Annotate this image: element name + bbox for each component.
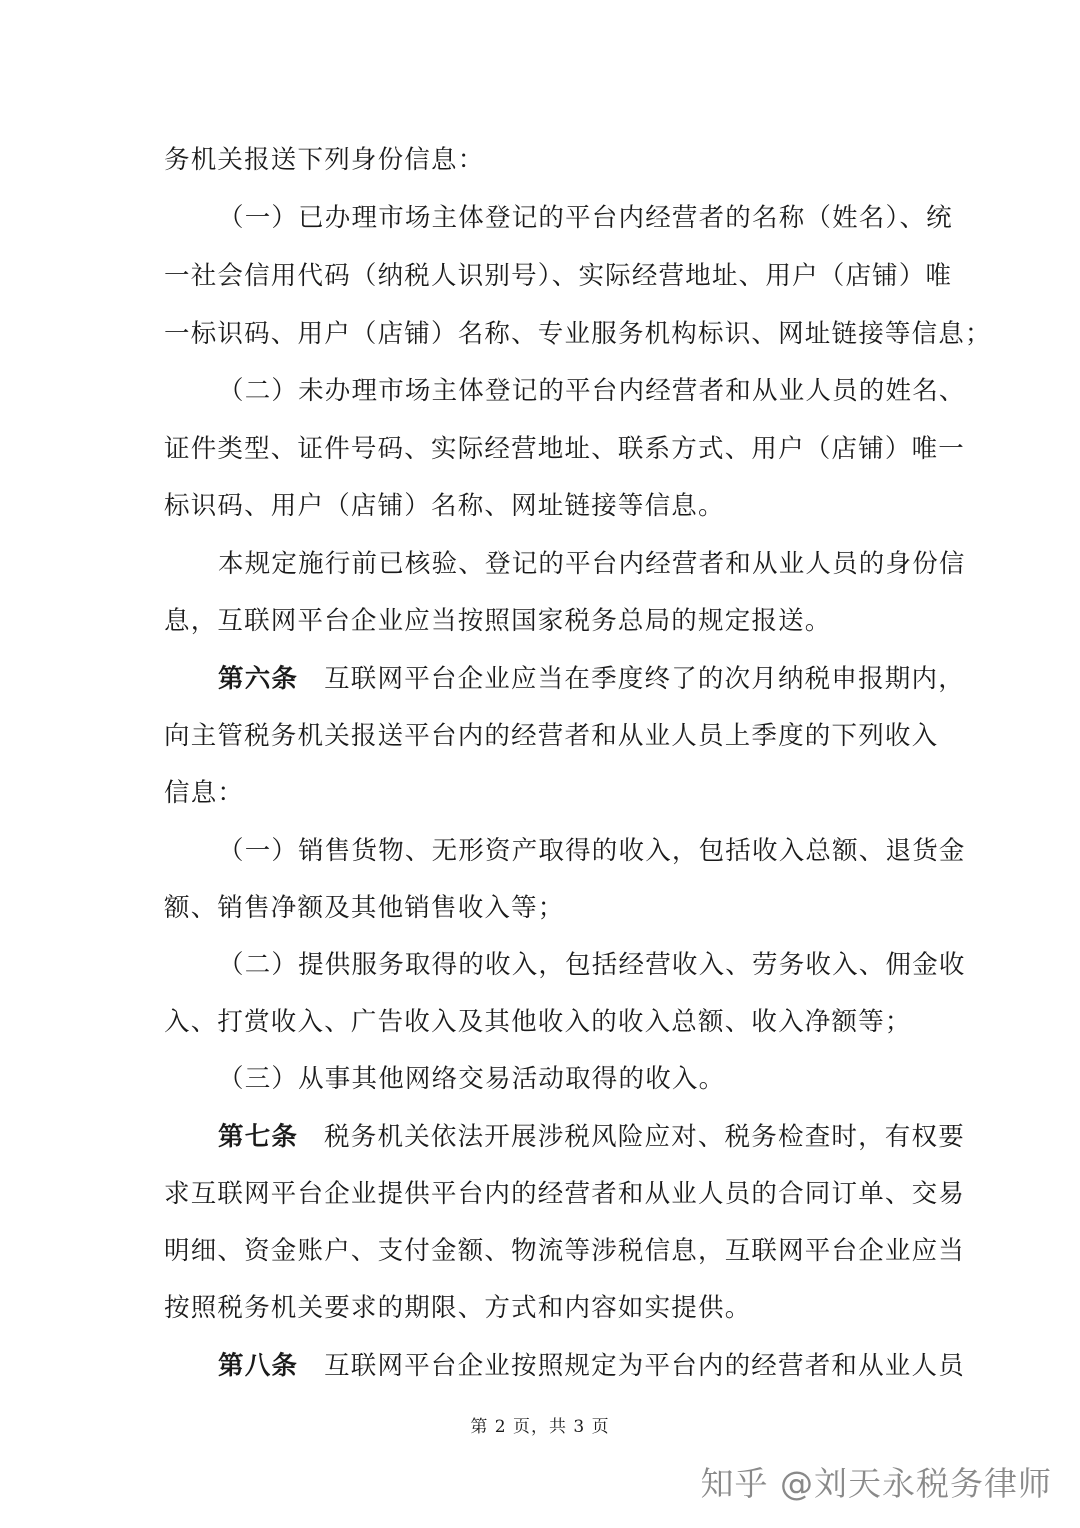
- text-line: 证件类型、证件号码、实际经营地址、联系方式、用户（店铺）唯一: [164, 434, 966, 464]
- text-line: （三）从事其他网络交易活动取得的收入。: [218, 1064, 726, 1094]
- text-line: 互联网平台企业应当在季度终了的次月纳税申报期内，: [324, 664, 965, 694]
- text-line: 信息：: [164, 778, 245, 808]
- article-7-heading: 第七条: [218, 1122, 299, 1152]
- text-line: 本规定施行前已核验、登记的平台内经营者和从业人员的身份信: [218, 549, 966, 579]
- text-line: 向主管税务机关报送平台内的经营者和从业人员上季度的下列收入: [164, 721, 939, 751]
- text-line: （二）未办理市场主体登记的平台内经营者和从业人员的姓名、: [218, 376, 966, 406]
- text-line: 明细、资金账户、支付金额、物流等涉税信息，互联网平台企业应当: [164, 1236, 966, 1266]
- page-number-footer: 第 2 页，共 3 页: [470, 1417, 610, 1437]
- text-line: 务机关报送下列身份信息：: [164, 145, 485, 175]
- text-line: 入、打赏收入、广告收入及其他收入的收入总额、收入净额等；: [164, 1007, 912, 1037]
- text-line: 息，互联网平台企业应当按照国家税务总局的规定报送。: [164, 606, 832, 636]
- text-line: （二）提供服务取得的收入，包括经营收入、劳务收入、佣金收: [218, 950, 966, 980]
- text-line: 一社会信用代码（纳税人识别号）、实际经营地址、用户（店铺）唯: [164, 261, 953, 291]
- text-line: 税务机关依法开展涉税风险应对、税务检查时，有权要: [324, 1122, 965, 1152]
- article-8-line: [218, 1349, 965, 1383]
- article-6-heading: 第六条: [218, 664, 299, 694]
- text-line: 额、销售净额及其他销售收入等；: [164, 893, 565, 923]
- text-line: 求互联网平台企业提供平台内的经营者和从业人员的合同订单、交易: [164, 1179, 966, 1209]
- text-line: 互联网平台企业按照规定为平台内的经营者和从业人员: [324, 1351, 965, 1381]
- watermark: 知乎 @刘天永税务律师: [700, 1464, 1052, 1503]
- text-line: （一）已办理市场主体登记的平台内经营者的名称（姓名）、统: [218, 203, 953, 233]
- text-line: 标识码、用户（店铺）名称、网址链接等信息。: [164, 491, 725, 521]
- article-7-line: [218, 1120, 965, 1154]
- article-6-line: [218, 662, 965, 696]
- text-line: （一）销售货物、无形资产取得的收入，包括收入总额、退货金: [218, 836, 966, 866]
- text-line: 按照税务机关要求的期限、方式和内容如实提供。: [164, 1293, 752, 1323]
- article-8-heading: 第八条: [218, 1351, 299, 1381]
- text-line: 一标识码、用户（店铺）名称、专业服务机构标识、网址链接等信息；: [164, 319, 992, 349]
